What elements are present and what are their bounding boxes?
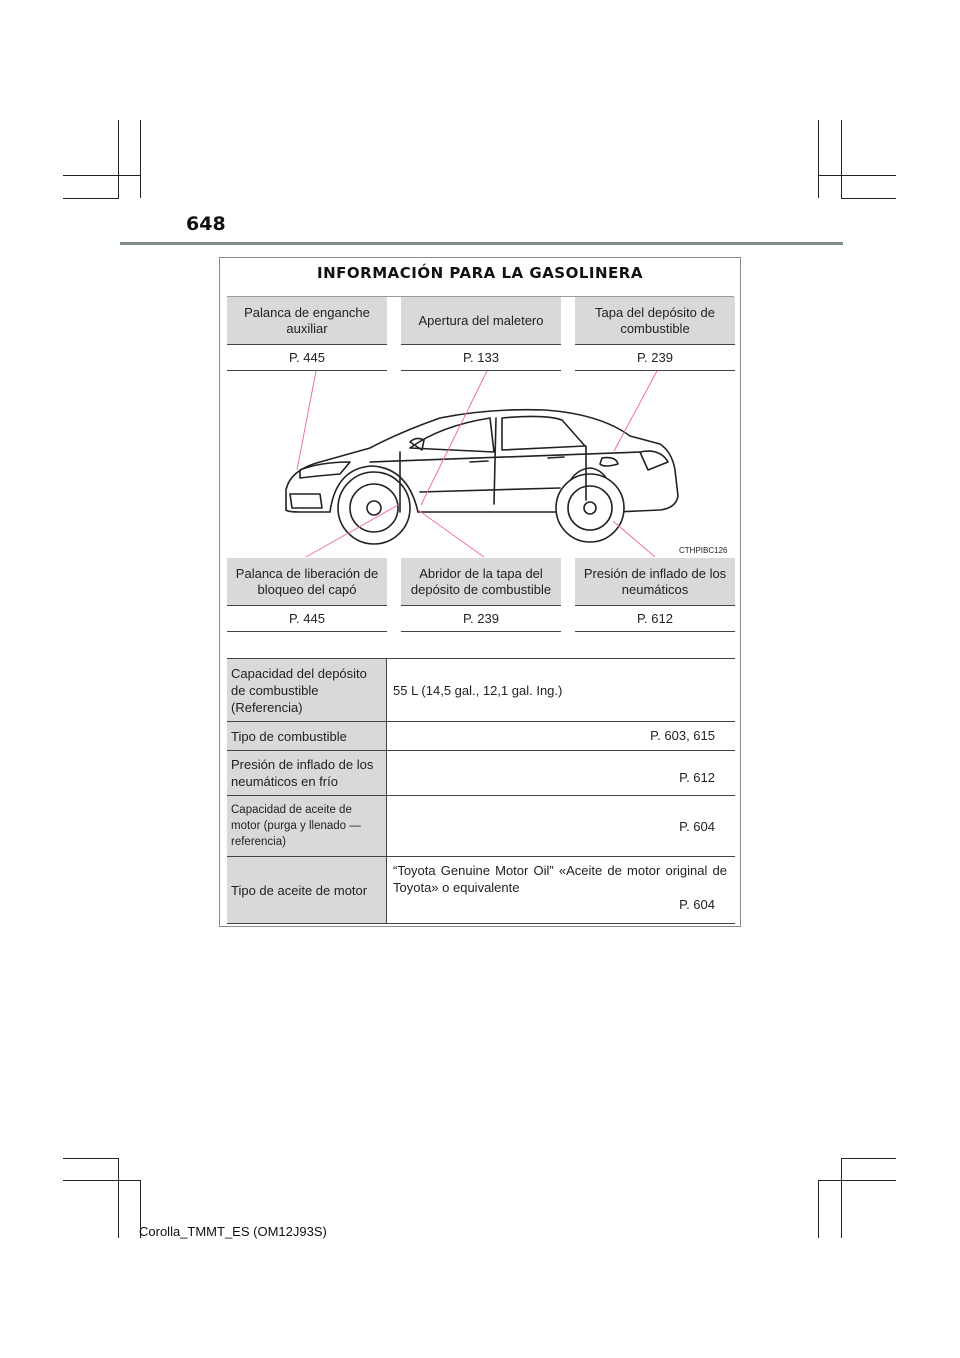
table-row (227, 856, 735, 924)
callout-label: Palanca de enganche auxiliar (227, 297, 387, 345)
spec-value: P. 603, 615 (386, 722, 735, 750)
spec-table (227, 658, 735, 924)
spec-value-ref: P. 604 (679, 897, 715, 912)
spec-key: Presión de inflado de los neumáticos en frío (227, 751, 386, 795)
callout-fuel-door-opener (401, 558, 561, 632)
callout-page-ref: P. 133 (401, 345, 561, 371)
spec-value: P. 612 (386, 751, 735, 795)
table-row (227, 750, 735, 795)
callout-page-ref: P. 445 (227, 345, 387, 371)
spec-value (386, 857, 735, 923)
callout-label: Presión de inflado de los neumáticos (575, 558, 735, 606)
callout-page-ref: P. 445 (227, 606, 387, 632)
spec-value: P. 604 (386, 796, 735, 856)
callout-page-ref: P. 612 (575, 606, 735, 632)
callout-label: Palanca de liberación de bloqueo del capó (227, 558, 387, 606)
callout-tire-pressure (575, 558, 735, 632)
table-row (227, 795, 735, 856)
spec-key: Capacidad del depósito de combustible (Referencia) (227, 659, 386, 721)
callout-hood-release (227, 558, 387, 632)
figure-id: CTHPIBC126 (679, 546, 728, 555)
spec-key: Tipo de aceite de motor (227, 857, 386, 923)
table-row (227, 721, 735, 750)
callout-page-ref: P. 239 (401, 606, 561, 632)
spec-value: 55 L (14,5 gal., 12,1 gal. Ing.) (386, 659, 735, 721)
panel-title: INFORMACIÓN PARA LA GASOLINERA (317, 264, 643, 282)
spec-key: Capacidad de aceite de motor (purga y llenado — referencia) (227, 796, 386, 856)
spec-value-text: “Toyota Genuine Motor Oil” «Aceite de motor original de Toyota» o equivalente (393, 863, 727, 895)
callout-label: Tapa del depósito de combustible (575, 297, 735, 345)
page-number: 648 (186, 213, 226, 235)
footer-doc-id: Corolla_TMMT_ES (OM12J93S) (139, 1224, 327, 1239)
callout-label: Abridor de la tapa del depósito de combustible (401, 558, 561, 606)
callout-label: Apertura del maletero (401, 297, 561, 345)
callout-page-ref: P. 239 (575, 345, 735, 371)
spec-key: Tipo de combustible (227, 722, 386, 750)
table-row (227, 658, 735, 721)
